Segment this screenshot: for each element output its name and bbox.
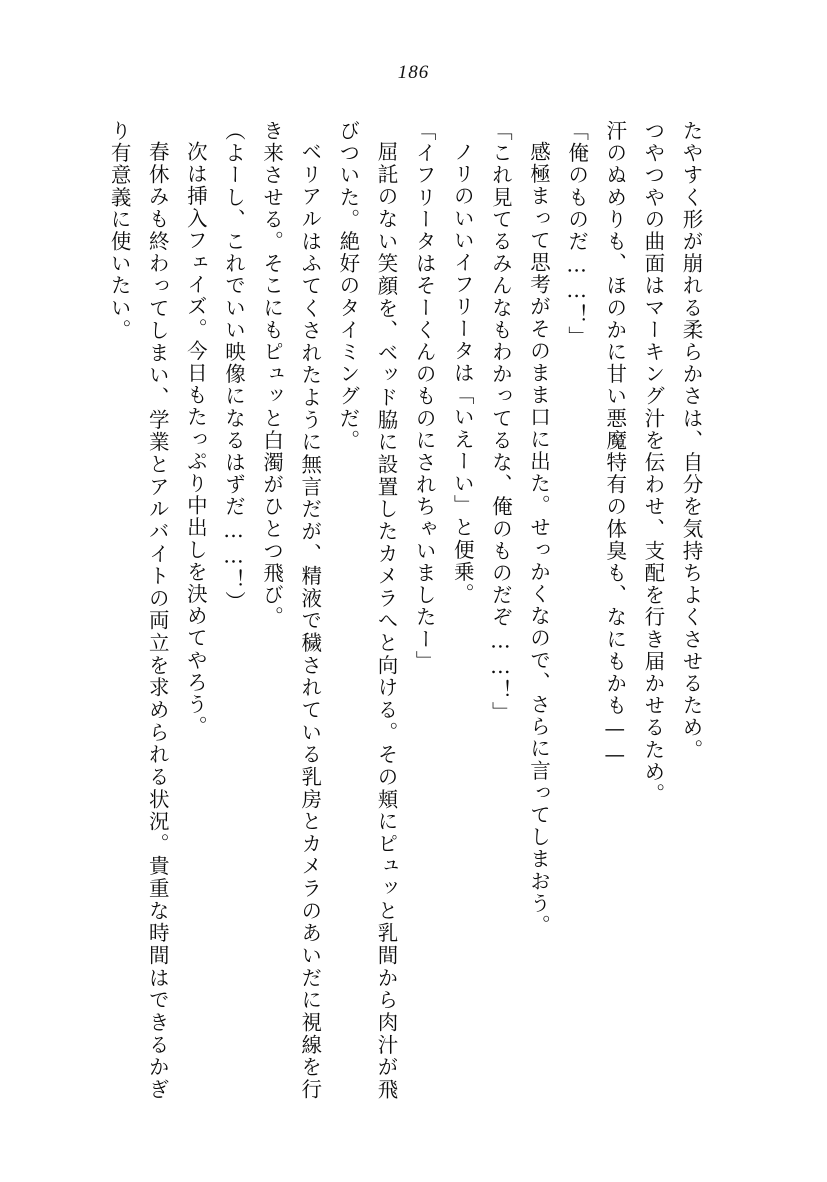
paragraph: ノリのいいイフリータは「いえーい」と便乗。: [450, 140, 475, 605]
paragraph: 春休みも終わってしまい、学業とアルバイトの両立を求められる状況。貴重な時間はできるかぎり有意義に使いたい。: [107, 120, 170, 1100]
paragraph: たやすく形が崩れる柔らかさは、自分を気持ちよくさせるため。: [679, 120, 703, 761]
paragraph: 「これ見てるみんなもわかってるな、俺のものだぞ……！」: [488, 120, 513, 724]
paragraph: ベリアルはふてくされたように無言だが、精液で穢されている乳房とカメラのあいだに視線を行き来させる。そこにもピュッと白濁がひとつ飛び。: [259, 120, 322, 1100]
paragraph: 汗のぬめりも、ほのかに甘い悪魔特有の体臭も、なにもかも——: [602, 120, 627, 768]
paragraph: 感極まって思考がそのまま口に出た。せっかくなので、さらに言ってしまおう。: [526, 140, 551, 937]
paragraph: 「俺のものだ……！」: [564, 120, 589, 348]
body-text-block: [107, 120, 710, 1100]
paragraph: 「イフリータはそーくんのものにされちゃいましたー」: [412, 120, 437, 673]
paragraph: 次は挿入フェイズ。今日もたっぷり中出しを決めてやろう。: [183, 140, 208, 738]
page-number: 186: [397, 62, 430, 83]
paragraph: 屈託のない笑顔を、ベッド脇に設置したカメラへと向ける。その頬にピュッと乳間から肉汁が飛びついた。絶好のタイミングだ。: [335, 120, 398, 1100]
paragraph: つやつやの曲面はマーキング汁を伝わせ、支配を行き届かせるため。: [640, 120, 665, 806]
paragraph: （よーし、これでいい映像になるはずだ……！）: [221, 120, 246, 614]
